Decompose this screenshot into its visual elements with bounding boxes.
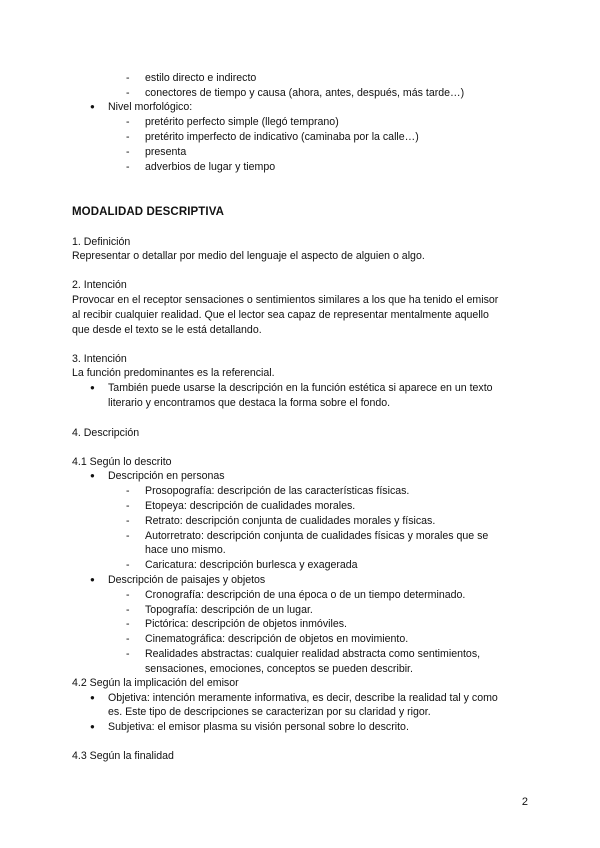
bullet-marker: ●: [90, 383, 95, 392]
list-item: Cinematográfica: descripción de objetos en movimiento.: [145, 633, 409, 645]
list-item: Realidades abstractas: cualquier realidad abstracta como sentimientos,: [145, 648, 481, 660]
dash-marker: -: [126, 515, 130, 527]
list-item: Caricatura: descripción burlesca y exagerada: [145, 559, 358, 571]
paragraph-line: Representar o detallar por medio del lenguaje el aspecto de alguien o algo.: [72, 250, 425, 262]
dash-marker: -: [126, 604, 130, 616]
dash-marker: -: [126, 618, 130, 630]
section-title: MODALIDAD DESCRIPTIVA: [72, 206, 225, 218]
bullet-marker: ●: [90, 693, 95, 702]
subsection-title: 4.3 Según la finalidad: [72, 750, 174, 762]
list-item: presenta: [145, 146, 187, 158]
list-item: Retrato: descripción conjunta de cualidades morales y físicas.: [145, 515, 436, 527]
list-item: conectores de tiempo y causa (ahora, antes, después, más tarde…): [145, 87, 465, 99]
bullet-marker: ●: [90, 722, 95, 731]
dash-marker: -: [126, 530, 130, 542]
list-item: Autorretrato: descripción conjunta de cualidades físicas y morales que se: [145, 530, 489, 542]
list-item: Prosopografía: descripción de las características físicas.: [145, 485, 410, 497]
bullet-marker: ●: [90, 575, 95, 584]
subsection-title: 3. Intención: [72, 353, 127, 365]
list-item: adverbios de lugar y tiempo: [145, 161, 276, 173]
list-item: Topografía: descripción de un lugar.: [145, 604, 313, 616]
dash-marker: -: [126, 589, 130, 601]
list-item: También puede usarse la descripción en la función estética si aparece en un texto: [108, 382, 493, 394]
subsection-title: 4.2 Según la implicación del emisor: [72, 677, 239, 689]
list-item: estilo directo e indirecto: [145, 72, 257, 84]
dash-marker: -: [126, 633, 130, 645]
dash-marker: -: [126, 485, 130, 497]
paragraph-line: al recibir cualquier realidad. Que el lector sea capaz de representar mentalmente aquello: [72, 309, 489, 321]
dash-marker: -: [126, 161, 130, 173]
list-item: Descripción en personas: [108, 470, 225, 482]
dash-marker: -: [126, 648, 130, 660]
paragraph-line: La función predominantes es la referencial.: [72, 367, 275, 379]
dash-marker: -: [126, 87, 130, 99]
list-item: Etopeya: descripción de cualidades morales.: [145, 500, 356, 512]
paragraph-line: Provocar en el receptor sensaciones o sentimientos similares a los que ha tenido el emisor: [72, 294, 499, 306]
subsection-title: 4.1 Según lo descrito: [72, 456, 172, 468]
dash-marker: -: [126, 72, 130, 84]
list-item: Descripción de paisajes y objetos: [108, 574, 266, 586]
dash-marker: -: [126, 131, 130, 143]
dash-marker: -: [126, 559, 130, 571]
list-item: Objetiva: intención meramente informativa, es decir, describe la realidad tal y como: [108, 692, 498, 704]
subsection-title: 4. Descripción: [72, 427, 140, 439]
list-item: pretérito perfecto simple (llegó temprano): [145, 116, 339, 128]
list-item: sensaciones, emociones, conceptos se pueden describir.: [145, 663, 413, 675]
list-item: Nivel morfológico:: [108, 101, 193, 113]
dash-marker: -: [126, 116, 130, 128]
bullet-marker: ●: [90, 102, 95, 111]
list-item: es. Este tipo de descripciones se caracterizan por su claridad y rigor.: [108, 706, 431, 718]
subsection-title: 1. Definición: [72, 236, 131, 248]
list-item: literario y encontramos que destaca la forma sobre el fondo.: [108, 397, 391, 409]
dash-marker: -: [126, 146, 130, 158]
list-item: pretérito imperfecto de indicativo (caminaba por la calle…): [145, 131, 419, 143]
page-number: 2: [521, 796, 528, 808]
list-item: hace uno mismo.: [145, 544, 226, 556]
list-item: Subjetiva: el emisor plasma su visión personal sobre lo descrito.: [108, 721, 409, 733]
subsection-title: 2. Intención: [72, 279, 127, 291]
list-item: Cronografía: descripción de una época o de un tiempo determinado.: [145, 589, 466, 601]
dash-marker: -: [126, 500, 130, 512]
bullet-marker: ●: [90, 471, 95, 480]
list-item: Pictórica: descripción de objetos inmóviles.: [145, 618, 347, 630]
paragraph-line: que desde el texto se le está detallando.: [72, 324, 262, 336]
